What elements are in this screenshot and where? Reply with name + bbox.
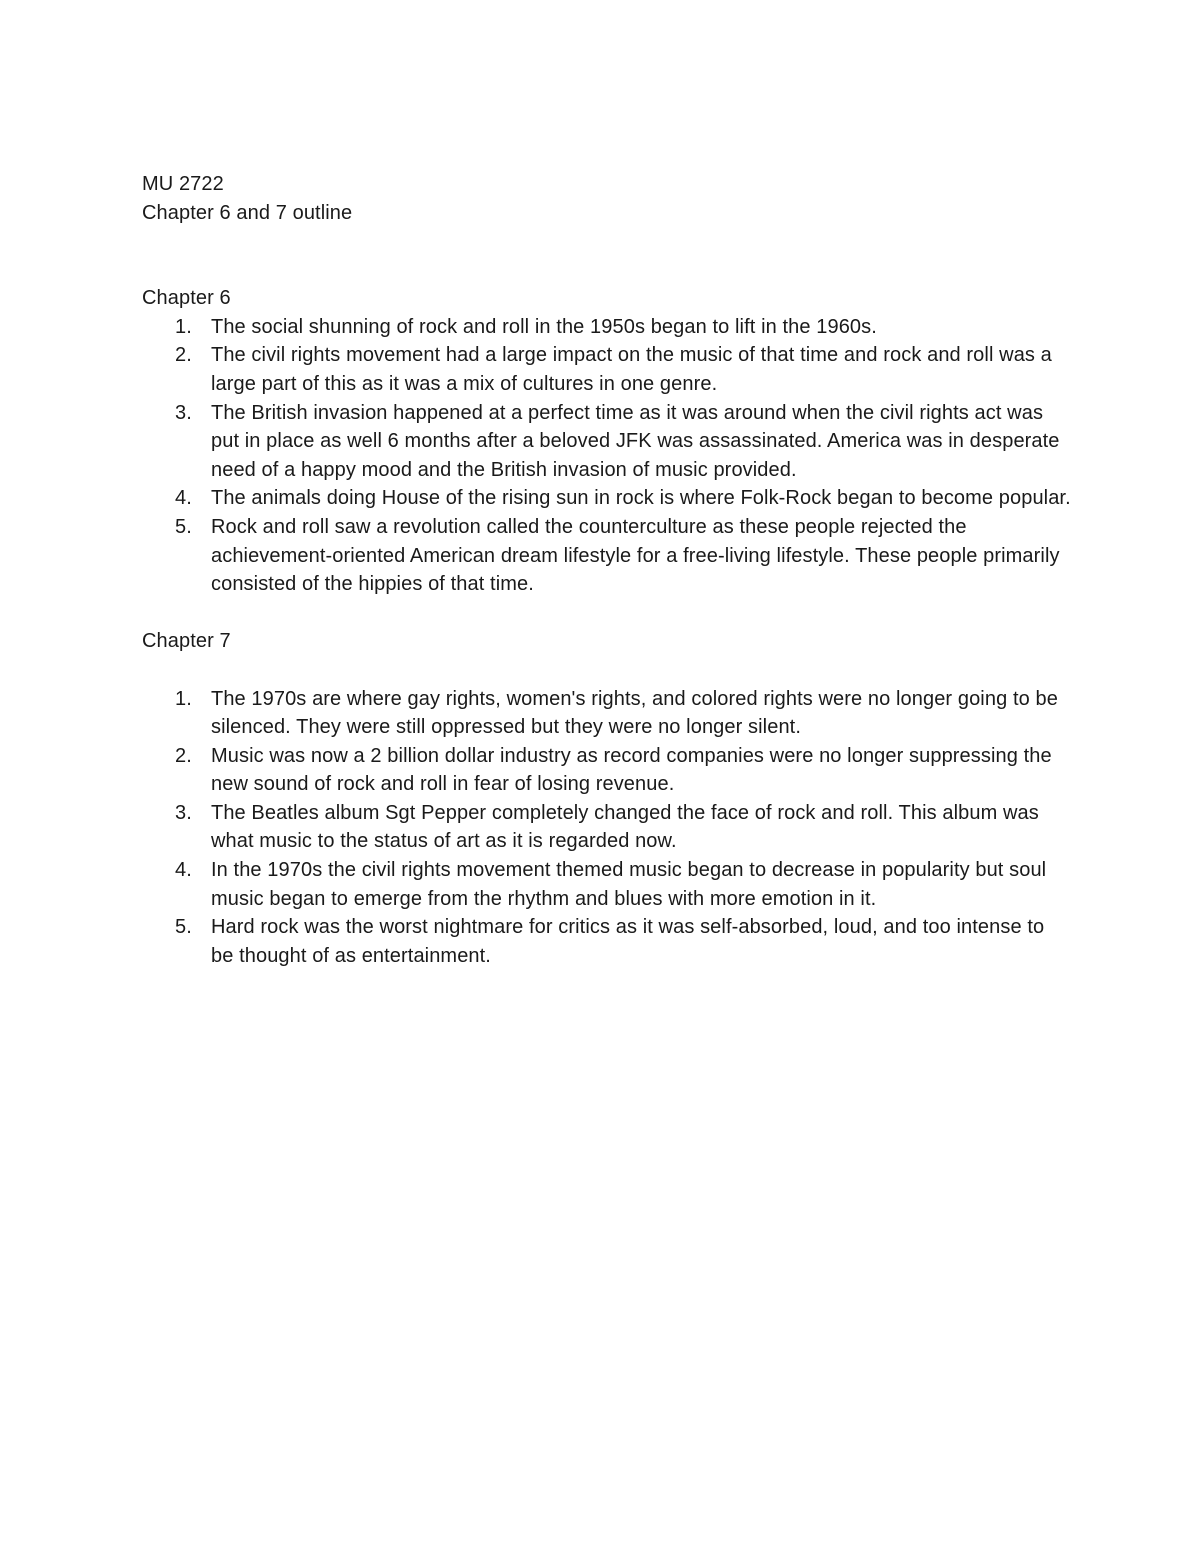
spacer bbox=[142, 227, 1072, 284]
list-item-text: The Beatles album Sgt Pepper completely changed the face of rock and roll. This album was what music to the status of art as it is regarded now. bbox=[211, 801, 1039, 853]
chapter-7-list bbox=[142, 685, 1072, 971]
list-item bbox=[142, 913, 1072, 970]
spacer bbox=[142, 599, 1072, 628]
list-item-text: The animals doing House of the rising sun in rock is where Folk-Rock began to become popular. bbox=[211, 487, 1071, 510]
list-item bbox=[142, 799, 1072, 856]
list-item-text: In the 1970s the civil rights movement themed music began to decrease in popularity but soul music began to emerge from the rhythm and blues with more emotion in it. bbox=[211, 859, 1047, 910]
chapter-7-heading: Chapter 7 bbox=[142, 630, 231, 653]
list-number: 5. bbox=[175, 916, 192, 939]
list-item-text: Rock and roll saw a revolution called the counterculture as these people rejected the achievement-oriented American dream lifestyle for a free-living lifestyle. These people primarily consisted of the hippies of that time. bbox=[211, 515, 1060, 596]
chapter-6-list bbox=[142, 313, 1072, 599]
list-item-text: The British invasion happened at a perfect time as it was around when the civil rights act was put in place as well 6 months after a beloved JFK was assassinated. America was in desperate need of a happy mood and the British invasion of music provided. bbox=[211, 401, 1060, 481]
list-item-text: The social shunning of rock and roll in the 1950s began to lift in the 1960s. bbox=[211, 315, 877, 338]
list-item bbox=[142, 856, 1072, 913]
list-item bbox=[142, 742, 1072, 799]
list-number: 4. bbox=[175, 487, 192, 510]
list-item bbox=[142, 341, 1072, 398]
list-number: 1. bbox=[175, 687, 192, 710]
list-item-text: Hard rock was the worst nightmare for critics as it was self-absorbed, loud, and too intense to be thought of as entertainment. bbox=[211, 916, 1045, 967]
list-number: 1. bbox=[175, 315, 192, 338]
list-number: 2. bbox=[175, 344, 192, 367]
list-item bbox=[142, 513, 1072, 599]
list-item bbox=[142, 685, 1072, 742]
list-item-text: The civil rights movement had a large impact on the music of that time and rock and roll was a large part of this as it was a mix of cultures in one genre. bbox=[211, 344, 1052, 395]
course-code: MU 2722 bbox=[142, 173, 224, 195]
list-number: 2. bbox=[175, 744, 192, 767]
list-number: 4. bbox=[175, 859, 192, 882]
list-number: 5. bbox=[175, 515, 192, 538]
chapter-6-heading: Chapter 6 bbox=[142, 287, 231, 310]
document-page bbox=[142, 170, 1072, 970]
list-number: 3. bbox=[175, 401, 192, 424]
list-item bbox=[142, 313, 1072, 342]
list-item bbox=[142, 484, 1072, 513]
list-item bbox=[142, 399, 1072, 485]
list-number: 3. bbox=[175, 801, 192, 824]
document-subtitle: Chapter 6 and 7 outline bbox=[142, 201, 353, 224]
list-item-text: Music was now a 2 billion dollar industry as record companies were no longer suppressing the new sound of rock and roll in fear of losing revenue. bbox=[211, 744, 1052, 796]
spacer bbox=[142, 656, 1072, 685]
list-item-text: The 1970s are where gay rights, women's rights, and colored rights were no longer going to be silenced. They were still oppressed but they were no longer silent. bbox=[211, 687, 1058, 739]
